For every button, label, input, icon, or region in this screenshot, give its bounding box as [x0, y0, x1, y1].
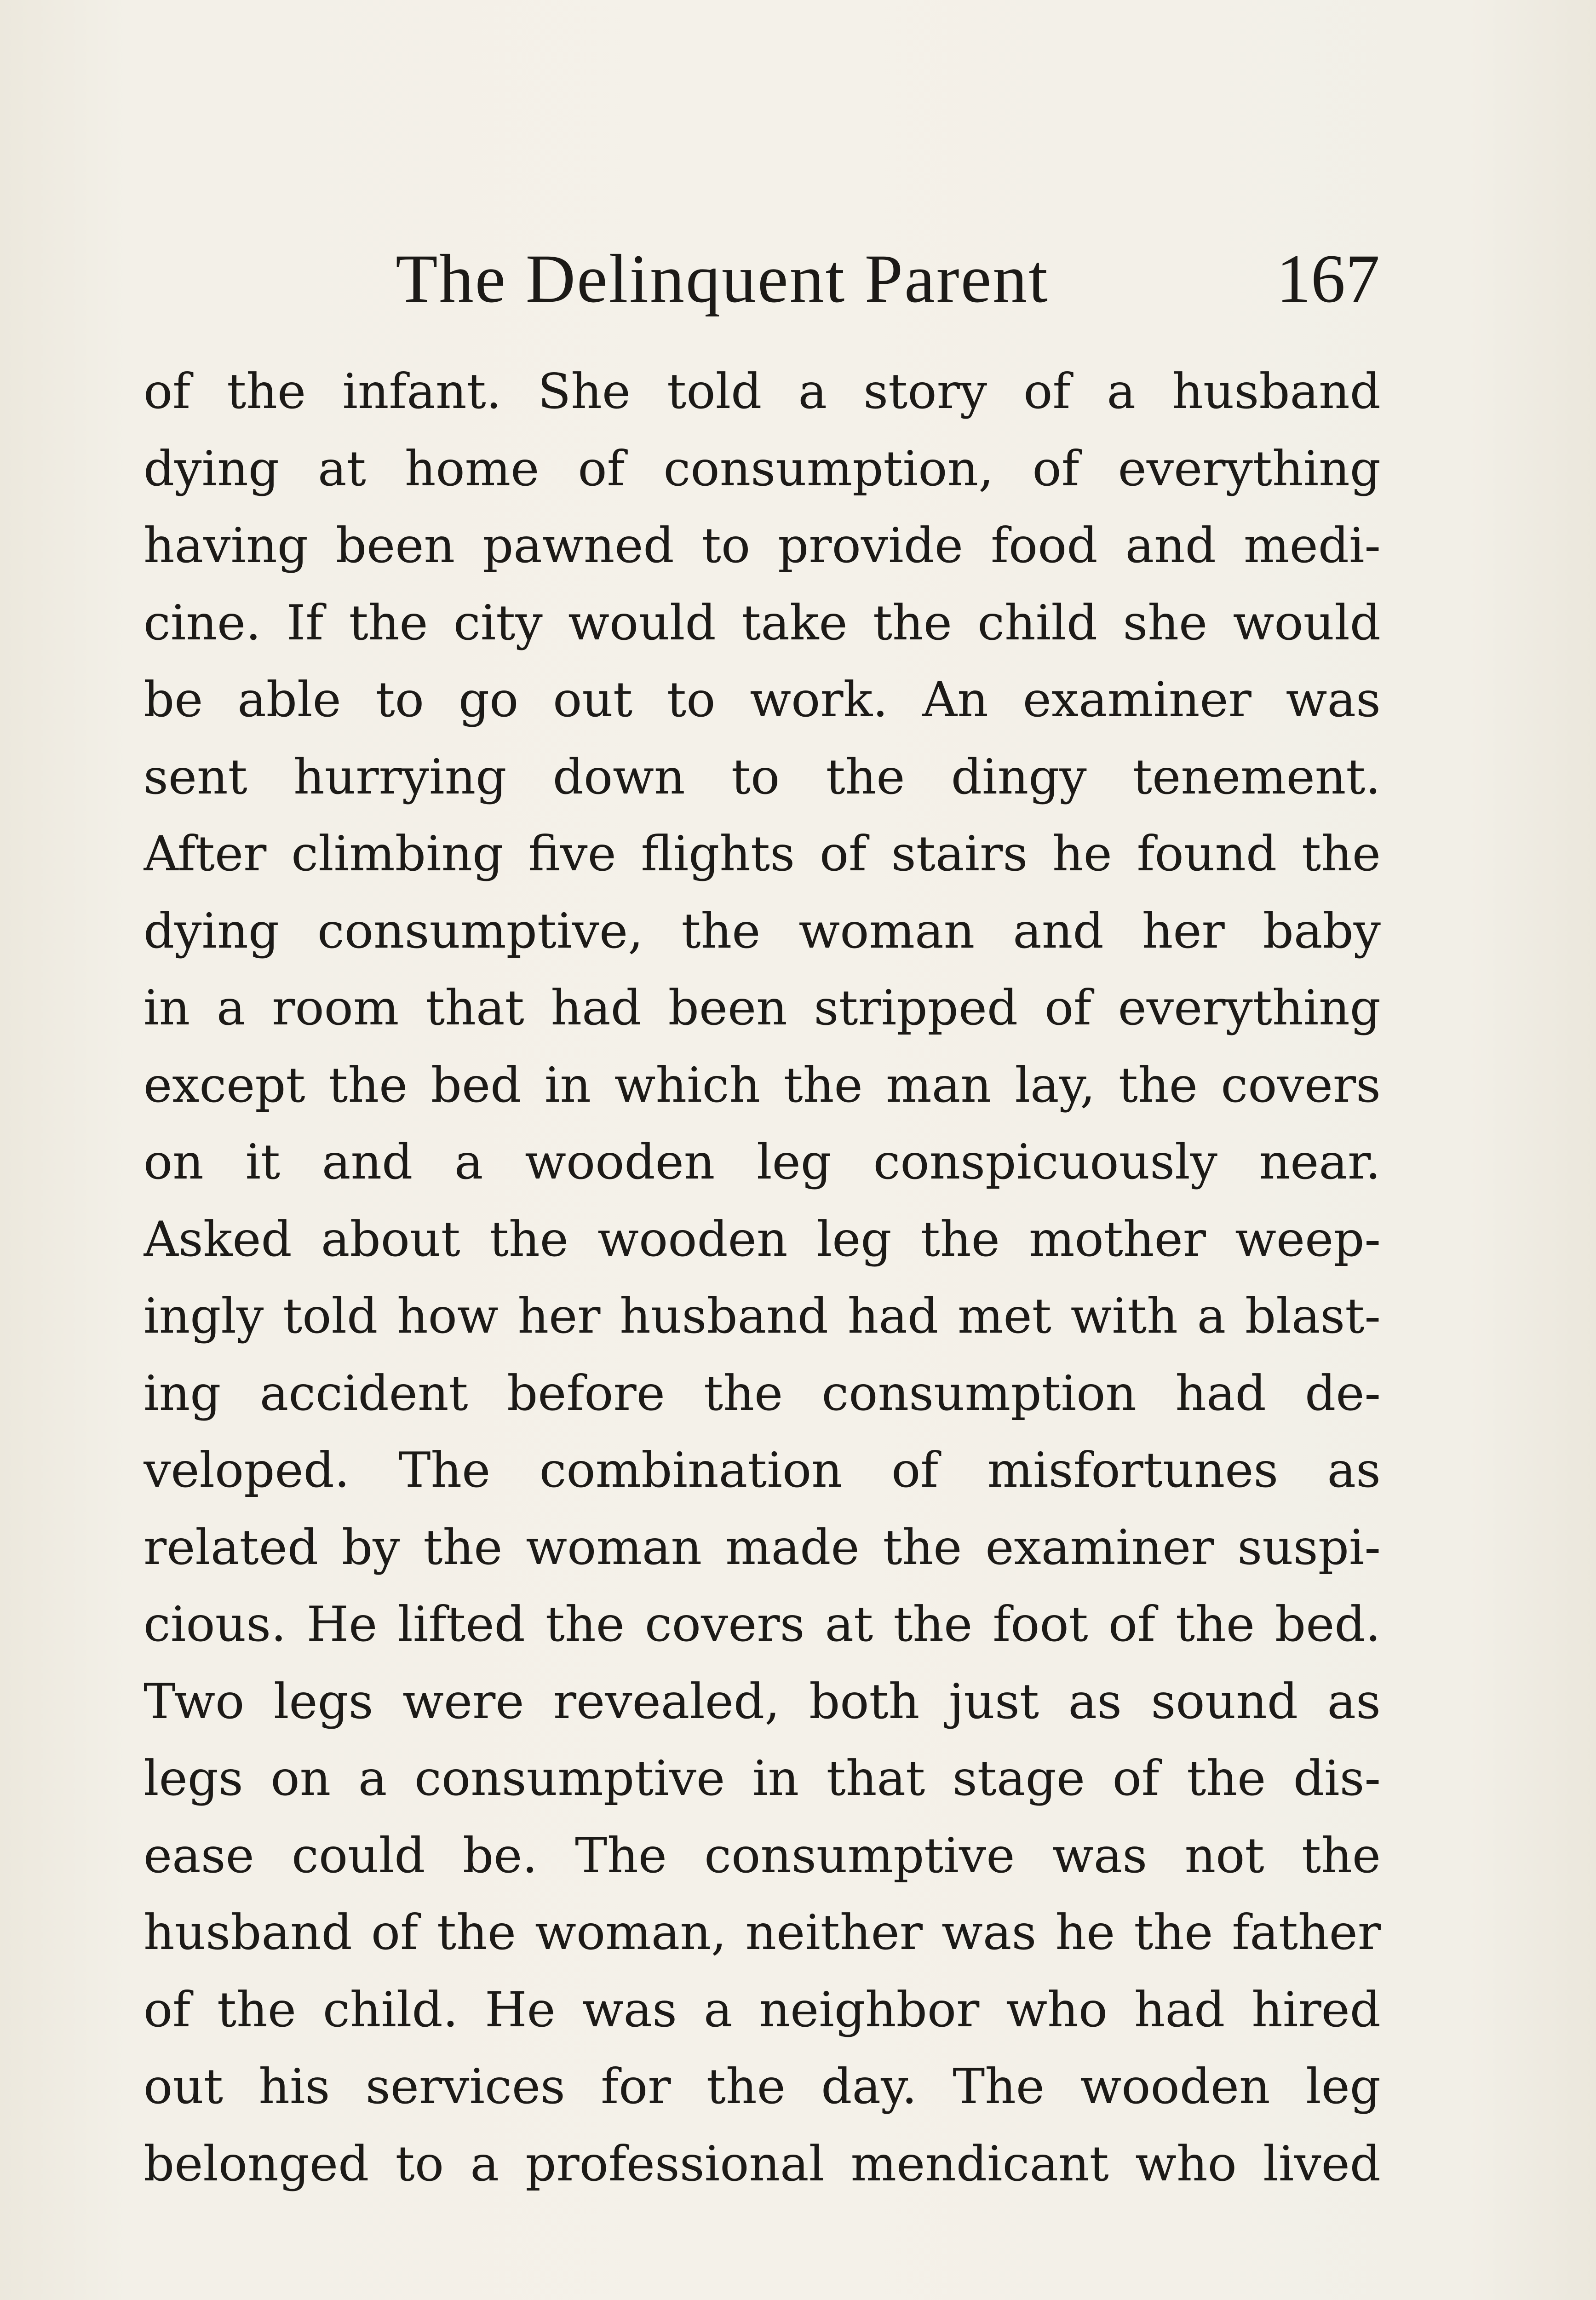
text-line: related by the woman made the examiner suspi-	[144, 1519, 1381, 1576]
text-line: sent hurrying down to the dingy tenement.	[144, 748, 1381, 805]
page-header	[396, 221, 1380, 322]
text-line: ease could be. The consumptive was not the	[144, 1827, 1381, 1884]
text-line: cious. He lifted the covers at the foot of the bed.	[144, 1596, 1381, 1652]
text-line: ing accident before the consumption had de-	[144, 1365, 1381, 1421]
text-line: ingly told how her husband had met with a blast-	[144, 1288, 1381, 1344]
body-text	[144, 353, 1381, 2202]
text-line: be able to go out to work. An examiner was	[144, 672, 1381, 728]
text-line: on it and a wooden leg conspicuously near.	[144, 1134, 1381, 1190]
running-title: The Delinquent Parent	[396, 241, 1049, 317]
text-line: having been pawned to provide food and medi-	[144, 518, 1381, 574]
text-line: Two legs were revealed, both just as sound as	[144, 1673, 1381, 1730]
text-line: except the bed in which the man lay, the covers	[144, 1057, 1381, 1113]
text-line: in a room that had been stripped of everything	[144, 980, 1381, 1036]
text-line: veloped. The combination of misfortunes as	[144, 1442, 1381, 1498]
text-line: Asked about the wooden leg the mother weep-	[144, 1211, 1381, 1267]
text-line: cine. If the city would take the child she would	[144, 594, 1381, 651]
text-line: out his services for the day. The wooden leg	[144, 2058, 1381, 2115]
text-line: husband of the woman, neither was he the father	[144, 1904, 1381, 1961]
text-line: of the child. He was a neighbor who had hired	[144, 1981, 1381, 2038]
text-line: legs on a consumptive in that stage of the dis-	[144, 1750, 1381, 1806]
text-line: After climbing five flights of stairs he found the	[144, 826, 1381, 882]
text-line: of the infant. She told a story of a husband	[144, 363, 1381, 420]
text-line: dying consumptive, the woman and her baby	[144, 903, 1381, 959]
page-number: 167	[1276, 241, 1380, 317]
text-line: belonged to a professional mendicant who lived	[144, 2135, 1381, 2192]
text-line: dying at home of consumption, of everything	[144, 440, 1381, 497]
